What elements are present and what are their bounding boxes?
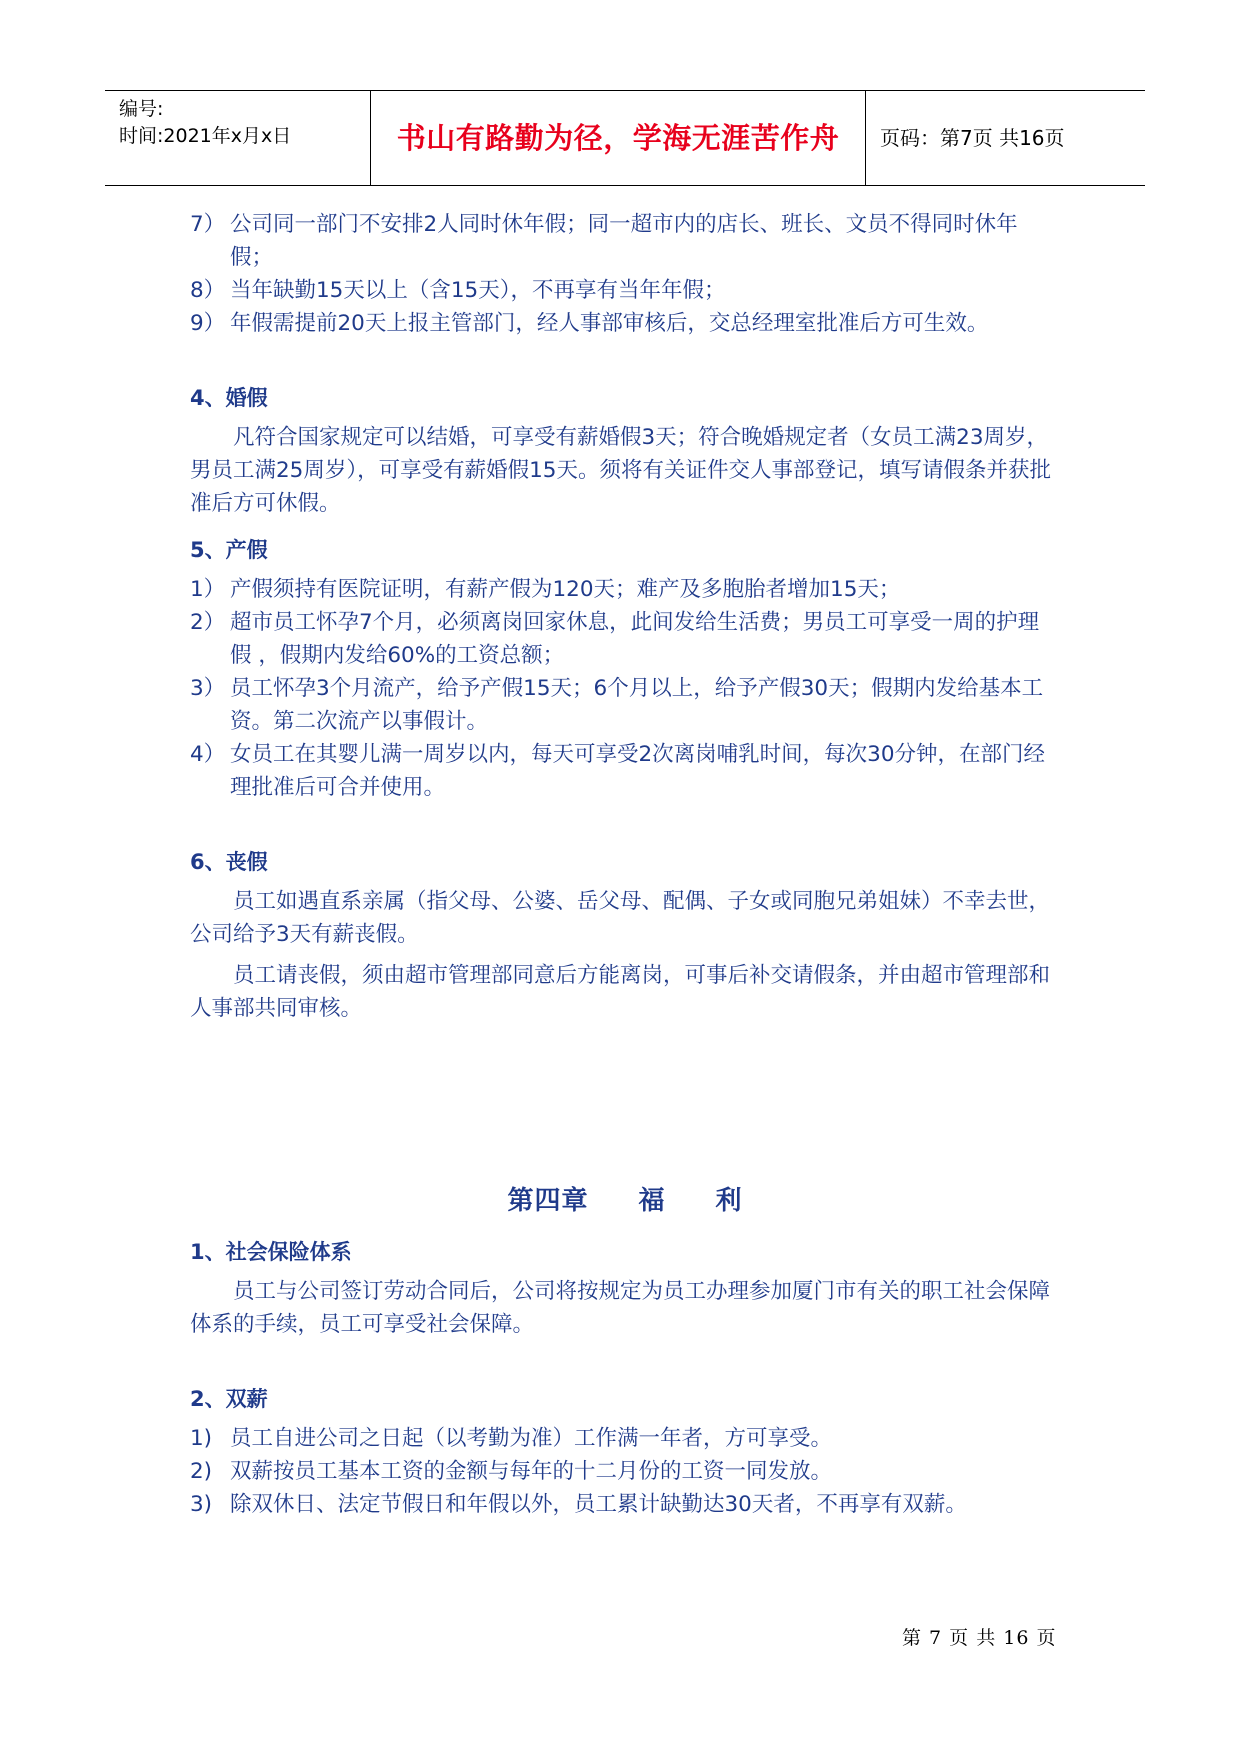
- item-number: 3）: [190, 676, 226, 701]
- item-number: 1): [190, 1426, 213, 1451]
- page-header: [105, 90, 1145, 186]
- item-text: 员工怀孕3个月流产，给予产假15天；6个月以上，给予产假30天；假期内发给基本工资。第二次流产以事假计。: [230, 676, 1044, 734]
- paragraph: 员工与公司签订劳动合同后，公司将按规定为员工办理参加厦门市有关的职工社会保障体系的手续，员工可享受社会保障。: [190, 1279, 1051, 1337]
- chapter-word-1: 福: [638, 1186, 666, 1216]
- section-heading-maternity-leave: 5、产假: [190, 538, 268, 562]
- item-number: 4）: [190, 742, 226, 767]
- list-item: [190, 274, 1060, 307]
- item-text: 超市员工怀孕7个月，必须离岗回家休息，此间发给生活费；男员工可享受一周的护理假 ，假期内发给60%的工资总额；: [230, 610, 1040, 668]
- document-body: [190, 208, 1060, 1521]
- item-text: 女员工在其婴儿满一周岁以内，每天可享受2次离岗哺乳时间，每次30分钟，在部门经理批准后可合并使用。: [230, 742, 1046, 800]
- item-text: 当年缺勤15天以上（含15天），不再享有当年年假；: [230, 278, 726, 303]
- header-time-label: 时间:2021年x月x日: [119, 125, 292, 147]
- list-item: [190, 307, 1060, 340]
- paragraph: 员工请丧假，须由超市管理部同意后方能离岗，可事后补交请假条，并由超市管理部和人事部共同审核。: [190, 963, 1051, 1021]
- item-number: 9）: [190, 311, 226, 336]
- item-number: 2): [190, 1459, 213, 1484]
- section-heading-double-salary: 2、双薪: [190, 1387, 268, 1411]
- header-page-label: 页码：第7页 共16页: [880, 126, 1065, 150]
- section-heading-marriage-leave: 4、婚假: [190, 386, 268, 410]
- item-text: 公司同一部门不安排2人同时休年假；同一超市内的店长、班长、文员不得同时休年假；: [230, 212, 1018, 270]
- item-number: 7）: [190, 212, 226, 237]
- chapter-word-2: 利: [715, 1186, 743, 1216]
- item-number: 3): [190, 1492, 213, 1517]
- paragraph: 员工如遇直系亲属（指父母、公婆、岳父母、配偶、子女或同胞兄弟姐妹）不幸去世，公司给予3天有薪丧假。: [190, 889, 1051, 947]
- item-text: 双薪按员工基本工资的金额与每年的十二月份的工资一同发放。: [230, 1459, 833, 1484]
- section-heading-bereavement-leave: 6、丧假: [190, 850, 268, 874]
- item-number: 1）: [190, 577, 226, 602]
- item-text: 年假需提前20天上报主管部门，经人事部审核后，交总经理室批准后方可生效。: [230, 311, 989, 336]
- item-number: 8）: [190, 278, 226, 303]
- list-item: [190, 1422, 1060, 1455]
- chapter-title: [190, 1185, 1060, 1218]
- page-footer: 第 7 页 共 16 页: [902, 1627, 1057, 1649]
- list-item: [190, 672, 1060, 738]
- item-text: 员工自进公司之日起（以考勤为准）工作满一年者，方可享受。: [230, 1426, 833, 1451]
- item-number: 2）: [190, 610, 226, 635]
- chapter-number: 第四章: [507, 1186, 589, 1216]
- list-item: [190, 1455, 1060, 1488]
- header-number-label: 编号:: [119, 98, 164, 120]
- list-item: [190, 738, 1060, 804]
- section-heading-social-insurance: 1、社会保险体系: [190, 1240, 352, 1264]
- paragraph: 凡符合国家规定可以结婚，可享受有薪婚假3天；符合晚婚规定者（女员工满23周岁，男员工满25周岁），可享受有薪婚假15天。须将有关证件交人事部登记，填写请假条并获批准后方可休假。: [190, 425, 1051, 516]
- list-item: [190, 606, 1060, 672]
- item-text: 除双休日、法定节假日和年假以外，员工累计缺勤达30天者，不再享有双薪。: [230, 1492, 967, 1517]
- header-motto: 书山有路勤为径，学海无涯苦作舟: [371, 91, 866, 185]
- list-item: [190, 1488, 1060, 1521]
- item-text: 产假须持有医院证明，有薪产假为120天；难产及多胞胎者增加15天；: [230, 577, 901, 602]
- list-item: [190, 573, 1060, 606]
- list-item: [190, 208, 1060, 274]
- header-left-cell: [105, 91, 371, 185]
